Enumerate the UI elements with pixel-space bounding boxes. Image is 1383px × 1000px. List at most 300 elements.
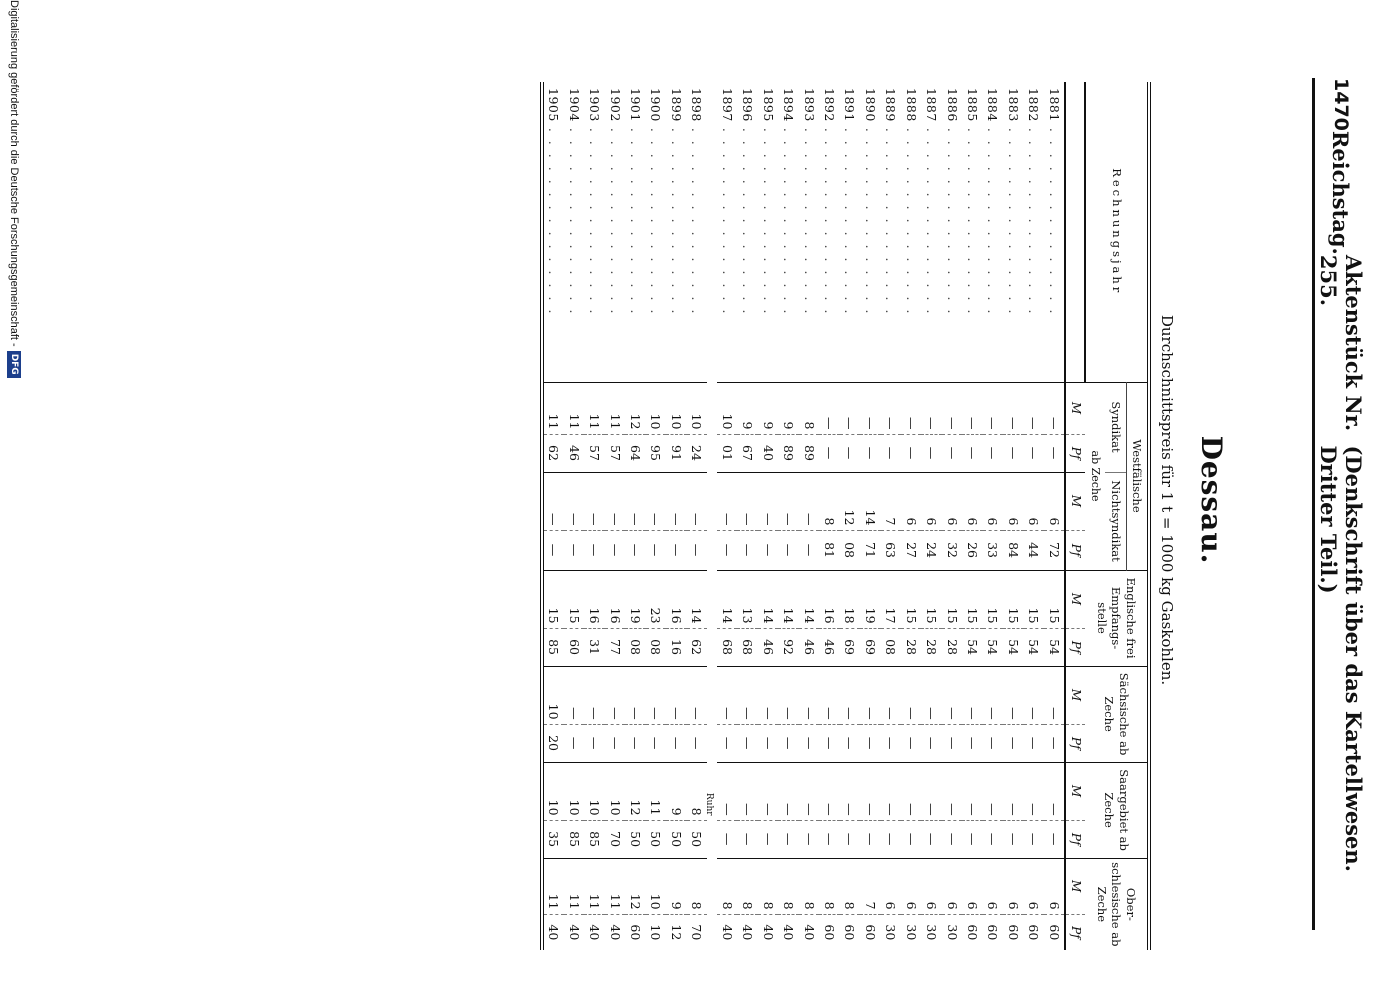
year-cell bbox=[860, 82, 880, 382]
mark-value: 15 bbox=[903, 607, 919, 624]
pfennig-cell: 26 bbox=[962, 530, 982, 570]
mark-cell bbox=[901, 570, 921, 628]
pfennig-cell: — bbox=[901, 820, 921, 858]
mark-cell bbox=[840, 472, 860, 530]
mark-cell bbox=[942, 666, 962, 724]
pfennig-cell: 30 bbox=[942, 914, 962, 950]
westfaelische-header: Westfälische bbox=[1126, 382, 1149, 570]
pfennig-cell: — bbox=[881, 724, 901, 762]
mark-value: — bbox=[740, 513, 756, 526]
mark-value: — bbox=[607, 707, 623, 720]
pfennig-cell: — bbox=[881, 820, 901, 858]
mark-cell bbox=[738, 472, 758, 530]
mark-value: 11 bbox=[607, 413, 623, 430]
mark-value: — bbox=[719, 513, 735, 526]
pfennig-cell: — bbox=[666, 724, 686, 762]
mark-value: 6 bbox=[944, 517, 960, 526]
mark-value: — bbox=[719, 803, 735, 816]
mark-cell bbox=[860, 382, 880, 434]
pfennig-cell: 60 bbox=[860, 914, 880, 950]
mark-cell bbox=[564, 666, 584, 724]
year-cell bbox=[962, 82, 982, 382]
pfennig-cell: — bbox=[901, 724, 921, 762]
mark-value: — bbox=[781, 513, 797, 526]
year-value: 1896 bbox=[740, 88, 756, 122]
pfennig-cell: 50 bbox=[646, 820, 666, 858]
mark-value: 6 bbox=[965, 901, 981, 910]
mark-value: — bbox=[668, 707, 684, 720]
year-cell bbox=[942, 82, 962, 382]
pfennig-cell: 91 bbox=[666, 434, 686, 472]
leader-dots: ............... bbox=[546, 127, 562, 323]
saechsische-header: Sächsische ab Zeche bbox=[1086, 666, 1150, 762]
pfennig-cell: 63 bbox=[881, 530, 901, 570]
year-cell bbox=[758, 82, 778, 382]
year-value: 1886 bbox=[944, 88, 960, 122]
mark-value: 6 bbox=[1046, 901, 1062, 910]
pfennig-cell: 85 bbox=[584, 820, 604, 858]
mark-value: — bbox=[740, 803, 756, 816]
year-cell bbox=[881, 82, 901, 382]
mark-cell bbox=[758, 570, 778, 628]
unit-mark-cell: M bbox=[1066, 472, 1086, 530]
year-cell bbox=[584, 82, 604, 382]
mark-cell bbox=[584, 570, 604, 628]
mark-cell bbox=[666, 858, 686, 914]
year-cell bbox=[901, 82, 921, 382]
westfaelische-ab-zeche: ab Zeche bbox=[1086, 382, 1106, 570]
mark-cell bbox=[799, 382, 819, 434]
pfennig-cell: 69 bbox=[860, 628, 880, 666]
mark-value: 6 bbox=[903, 901, 919, 910]
mark-cell bbox=[625, 472, 645, 530]
pfennig-cell: — bbox=[1024, 724, 1044, 762]
leader-dots: ............... bbox=[801, 127, 817, 323]
mark-cell bbox=[819, 666, 839, 724]
mark-cell bbox=[1024, 570, 1044, 628]
leader-dots: ............... bbox=[668, 127, 684, 323]
mark-cell bbox=[584, 762, 604, 820]
mark-value: 8 bbox=[801, 901, 817, 910]
pfennig-cell: — bbox=[901, 434, 921, 472]
mark-cell bbox=[881, 858, 901, 914]
pfennig-cell: 40 bbox=[605, 914, 625, 950]
mark-cell bbox=[605, 666, 625, 724]
year-value: 1888 bbox=[903, 88, 919, 122]
mark-value: 8 bbox=[801, 421, 817, 430]
mark-value: — bbox=[903, 707, 919, 720]
mark-value: 15 bbox=[1026, 607, 1042, 624]
year-value: 1884 bbox=[985, 88, 1001, 122]
mark-value: — bbox=[648, 707, 664, 720]
table-row bbox=[1003, 82, 1023, 950]
mark-cell bbox=[901, 858, 921, 914]
mark-value: 10 bbox=[719, 413, 735, 430]
ruhr-note: Ruhr bbox=[704, 792, 715, 816]
pfennig-cell: — bbox=[625, 530, 645, 570]
pfennig-cell: 70 bbox=[687, 914, 707, 950]
mark-value: — bbox=[668, 513, 684, 526]
mark-cell bbox=[1044, 762, 1065, 820]
pfennig-cell: 60 bbox=[962, 914, 982, 950]
pfennig-cell: — bbox=[962, 820, 982, 858]
pfennig-cell: — bbox=[860, 724, 880, 762]
unit-mark-cell: M bbox=[1066, 382, 1086, 434]
mark-value: 23 bbox=[648, 607, 664, 624]
pfennig-cell: 30 bbox=[921, 914, 941, 950]
table-row bbox=[1024, 82, 1044, 950]
mark-value: — bbox=[1046, 707, 1062, 720]
mark-cell bbox=[881, 382, 901, 434]
mark-cell bbox=[646, 762, 666, 820]
year-value: 1882 bbox=[1026, 88, 1042, 122]
mark-value: 10 bbox=[546, 799, 562, 816]
mark-value: 10 bbox=[546, 703, 562, 720]
mark-value: 6 bbox=[924, 517, 940, 526]
mark-cell bbox=[921, 762, 941, 820]
pfennig-cell: 72 bbox=[1044, 530, 1065, 570]
pfennig-cell: 60 bbox=[1003, 914, 1023, 950]
mark-cell bbox=[687, 472, 707, 530]
unit-pfennig-cell: Pf bbox=[1066, 820, 1086, 858]
pfennig-cell: — bbox=[738, 820, 758, 858]
mark-value: 10 bbox=[668, 413, 684, 430]
table-row bbox=[542, 82, 564, 950]
leader-dots: ............... bbox=[648, 127, 664, 323]
mark-cell bbox=[717, 666, 737, 724]
table-row bbox=[881, 82, 901, 950]
pfennig-cell: 50 bbox=[687, 820, 707, 858]
unit-mark-cell: M bbox=[1066, 858, 1086, 914]
pfennig-cell: — bbox=[840, 434, 860, 472]
mark-value: — bbox=[1005, 417, 1021, 430]
pfennig-cell: — bbox=[605, 530, 625, 570]
mark-value: — bbox=[566, 513, 582, 526]
header-aktenstueck: Aktenstück Nr. 255. bbox=[1316, 254, 1366, 432]
mark-cell bbox=[983, 472, 1003, 530]
pfennig-cell: — bbox=[799, 530, 819, 570]
mark-value: — bbox=[760, 707, 776, 720]
pfennig-cell: 77 bbox=[605, 628, 625, 666]
unit-pfennig-cell: Pf bbox=[1066, 530, 1086, 570]
mark-value: 8 bbox=[740, 901, 756, 910]
pfennig-cell: — bbox=[840, 820, 860, 858]
pfennig-cell: 30 bbox=[901, 914, 921, 950]
mark-value: — bbox=[944, 707, 960, 720]
mark-value: 14 bbox=[689, 607, 705, 624]
pfennig-cell: 71 bbox=[860, 530, 880, 570]
pfennig-cell: — bbox=[584, 724, 604, 762]
year-cell bbox=[1003, 82, 1023, 382]
table-row bbox=[840, 82, 860, 950]
header-denkschrift: (Denkschrift über das Kartellwesen. Dritter Teil.) bbox=[1316, 445, 1366, 872]
pfennig-cell: 40 bbox=[758, 914, 778, 950]
pfennig-cell: 28 bbox=[942, 628, 962, 666]
pfennig-cell: — bbox=[1044, 820, 1065, 858]
mark-value: — bbox=[924, 707, 940, 720]
year-cell bbox=[819, 82, 839, 382]
pfennig-cell: — bbox=[687, 724, 707, 762]
table-row bbox=[717, 82, 737, 950]
mark-cell bbox=[799, 570, 819, 628]
table-row bbox=[921, 82, 941, 950]
mark-cell bbox=[778, 858, 798, 914]
pfennig-cell: 60 bbox=[840, 914, 860, 950]
mark-value: — bbox=[719, 707, 735, 720]
year-cell bbox=[646, 82, 666, 382]
running-header bbox=[1316, 78, 1366, 918]
mark-cell bbox=[646, 666, 666, 724]
unit-mark-cell: M bbox=[1066, 570, 1086, 628]
mark-value: 12 bbox=[628, 799, 644, 816]
mark-cell bbox=[1044, 570, 1065, 628]
pfennig-cell: — bbox=[605, 724, 625, 762]
mark-value: — bbox=[903, 417, 919, 430]
mark-cell bbox=[799, 858, 819, 914]
mark-value: 6 bbox=[903, 517, 919, 526]
mark-cell bbox=[605, 472, 625, 530]
pfennig-cell: 95 bbox=[646, 434, 666, 472]
mark-value: 6 bbox=[944, 901, 960, 910]
mark-cell bbox=[564, 382, 584, 434]
pfennig-cell: — bbox=[983, 820, 1003, 858]
mark-cell bbox=[564, 762, 584, 820]
pfennig-cell: 40 bbox=[564, 914, 584, 950]
mark-value: — bbox=[965, 417, 981, 430]
mark-cell bbox=[605, 570, 625, 628]
mark-cell bbox=[819, 382, 839, 434]
pfennig-cell: — bbox=[778, 820, 798, 858]
mark-cell bbox=[881, 762, 901, 820]
mark-cell bbox=[860, 570, 880, 628]
pfennig-cell: — bbox=[799, 724, 819, 762]
mark-cell bbox=[666, 666, 686, 724]
mark-value: 11 bbox=[587, 893, 603, 910]
syndikat-header: Syndikat bbox=[1105, 382, 1126, 472]
pfennig-cell: — bbox=[942, 434, 962, 472]
mark-cell bbox=[962, 382, 982, 434]
mark-value: — bbox=[781, 803, 797, 816]
mark-cell bbox=[983, 666, 1003, 724]
mark-cell bbox=[738, 666, 758, 724]
pfennig-cell: 33 bbox=[983, 530, 1003, 570]
mark-cell bbox=[646, 858, 666, 914]
mark-cell bbox=[717, 382, 737, 434]
mark-cell bbox=[881, 666, 901, 724]
year-value: 1890 bbox=[862, 88, 878, 122]
leader-dots: ............... bbox=[821, 127, 837, 323]
header-rule bbox=[1312, 78, 1315, 930]
pfennig-cell: — bbox=[564, 724, 584, 762]
mark-value: — bbox=[985, 417, 1001, 430]
mark-cell bbox=[584, 472, 604, 530]
pfennig-cell: 28 bbox=[921, 628, 941, 666]
pfennig-cell: 40 bbox=[799, 914, 819, 950]
mark-cell bbox=[738, 858, 758, 914]
pfennig-cell: — bbox=[921, 820, 941, 858]
header-reichstag: Reichstag. bbox=[1328, 130, 1354, 255]
table-row bbox=[942, 82, 962, 950]
mark-value: 6 bbox=[965, 517, 981, 526]
year-cell bbox=[687, 82, 707, 382]
mark-value: 7 bbox=[862, 901, 878, 910]
mark-value: 6 bbox=[1026, 901, 1042, 910]
year-value: 1895 bbox=[760, 88, 776, 122]
mark-cell bbox=[840, 570, 860, 628]
mark-value: 11 bbox=[546, 413, 562, 430]
mark-value: 16 bbox=[587, 607, 603, 624]
mark-cell bbox=[778, 382, 798, 434]
mark-cell bbox=[1003, 762, 1023, 820]
mark-value: 14 bbox=[760, 607, 776, 624]
pfennig-cell: — bbox=[625, 724, 645, 762]
pfennig-cell: 68 bbox=[738, 628, 758, 666]
pfennig-cell: 54 bbox=[983, 628, 1003, 666]
table-row bbox=[584, 82, 604, 950]
mark-cell bbox=[625, 762, 645, 820]
table-row bbox=[564, 82, 584, 950]
mark-value: — bbox=[801, 707, 817, 720]
mark-cell bbox=[758, 762, 778, 820]
funding-note: Digitalisierung gefördert durch die Deutsche Forschungsgemeinschaft - bbox=[8, 0, 20, 347]
mark-cell bbox=[799, 666, 819, 724]
mark-value: 15 bbox=[965, 607, 981, 624]
mark-value: 6 bbox=[1005, 517, 1021, 526]
mark-value: — bbox=[628, 513, 644, 526]
mark-cell bbox=[819, 570, 839, 628]
mark-cell bbox=[564, 472, 584, 530]
mark-cell bbox=[1044, 858, 1065, 914]
pfennig-cell: — bbox=[564, 530, 584, 570]
leader-dots: ............... bbox=[985, 127, 1001, 323]
pfennig-cell: — bbox=[983, 434, 1003, 472]
mark-value: 17 bbox=[883, 607, 899, 624]
mark-value: 15 bbox=[546, 607, 562, 624]
pfennig-cell: — bbox=[921, 434, 941, 472]
dfg-logo: DFG bbox=[7, 351, 21, 378]
mark-value: 16 bbox=[668, 607, 684, 624]
mark-cell bbox=[717, 858, 737, 914]
pfennig-cell: 27 bbox=[901, 530, 921, 570]
mark-value: — bbox=[801, 803, 817, 816]
pfennig-cell: 08 bbox=[625, 628, 645, 666]
year-value: 1889 bbox=[883, 88, 899, 122]
mark-cell bbox=[542, 570, 564, 628]
pfennig-cell: — bbox=[881, 434, 901, 472]
mark-value: 15 bbox=[566, 607, 582, 624]
mark-cell bbox=[687, 666, 707, 724]
mark-value: 12 bbox=[628, 893, 644, 910]
mark-cell bbox=[1003, 666, 1023, 724]
mark-cell bbox=[666, 570, 686, 628]
mark-cell bbox=[542, 666, 564, 724]
mark-value: — bbox=[781, 707, 797, 720]
mark-cell bbox=[1003, 858, 1023, 914]
mark-cell bbox=[1024, 382, 1044, 434]
mark-value: 18 bbox=[842, 607, 858, 624]
unit-pfennig-cell: Pf bbox=[1066, 914, 1086, 950]
pfennig-cell: — bbox=[778, 530, 798, 570]
mark-value: 8 bbox=[781, 901, 797, 910]
mark-cell bbox=[717, 570, 737, 628]
mark-value: — bbox=[607, 513, 623, 526]
mark-cell bbox=[778, 472, 798, 530]
pfennig-cell: 24 bbox=[687, 434, 707, 472]
mark-value: 14 bbox=[862, 509, 878, 526]
mark-cell bbox=[1024, 666, 1044, 724]
mark-value: — bbox=[1026, 803, 1042, 816]
mark-value: 11 bbox=[648, 799, 664, 816]
mark-cell bbox=[942, 762, 962, 820]
mark-cell bbox=[840, 762, 860, 820]
pfennig-cell: — bbox=[1003, 820, 1023, 858]
table-row bbox=[666, 82, 686, 950]
year-value: 1887 bbox=[924, 88, 940, 122]
mark-cell bbox=[646, 382, 666, 434]
pfennig-cell: 57 bbox=[605, 434, 625, 472]
mark-cell bbox=[881, 472, 901, 530]
pfennig-cell: 31 bbox=[584, 628, 604, 666]
oberschlesische-header: Ober- schlesische ab Zeche bbox=[1086, 858, 1150, 950]
mark-cell bbox=[942, 570, 962, 628]
pfennig-cell: 10 bbox=[646, 914, 666, 950]
mark-value: — bbox=[965, 803, 981, 816]
mark-value: — bbox=[842, 707, 858, 720]
year-value: 1898 bbox=[689, 88, 705, 122]
mark-cell bbox=[625, 382, 645, 434]
pfennig-cell: 89 bbox=[799, 434, 819, 472]
pfennig-cell: 32 bbox=[942, 530, 962, 570]
mark-value: — bbox=[1026, 707, 1042, 720]
pfennig-cell: — bbox=[1044, 724, 1065, 762]
pfennig-cell: — bbox=[1003, 434, 1023, 472]
mark-cell bbox=[584, 858, 604, 914]
mark-value: 16 bbox=[821, 607, 837, 624]
pfennig-cell: 40 bbox=[717, 914, 737, 950]
mark-value: — bbox=[1005, 803, 1021, 816]
pfennig-cell: — bbox=[799, 820, 819, 858]
mark-value: 10 bbox=[648, 893, 664, 910]
unit-mark-cell: M bbox=[1066, 762, 1086, 820]
mark-value: 15 bbox=[985, 607, 1001, 624]
pfennig-cell: 08 bbox=[840, 530, 860, 570]
pfennig-cell: 60 bbox=[983, 914, 1003, 950]
mark-value: — bbox=[924, 803, 940, 816]
mark-value: 8 bbox=[760, 901, 776, 910]
mark-value: — bbox=[842, 417, 858, 430]
year-value: 1900 bbox=[648, 88, 664, 122]
pfennig-cell: — bbox=[717, 530, 737, 570]
mark-value: — bbox=[903, 803, 919, 816]
year-value: 1885 bbox=[965, 88, 981, 122]
pfennig-cell: 57 bbox=[584, 434, 604, 472]
pfennig-cell: 40 bbox=[778, 914, 798, 950]
mark-value: 11 bbox=[607, 893, 623, 910]
leader-dots: ............... bbox=[719, 127, 735, 323]
mark-value: — bbox=[760, 803, 776, 816]
year-value: 1891 bbox=[842, 88, 858, 122]
mark-cell bbox=[860, 666, 880, 724]
table-row bbox=[860, 82, 880, 950]
mark-cell bbox=[962, 666, 982, 724]
pfennig-cell: 28 bbox=[901, 628, 921, 666]
pfennig-cell: 85 bbox=[564, 820, 584, 858]
mark-cell bbox=[687, 570, 707, 628]
mark-value: — bbox=[1046, 417, 1062, 430]
mark-value: — bbox=[1005, 707, 1021, 720]
unit-mark-cell: M bbox=[1066, 666, 1086, 724]
unit-pfennig-cell: Pf bbox=[1066, 724, 1086, 762]
